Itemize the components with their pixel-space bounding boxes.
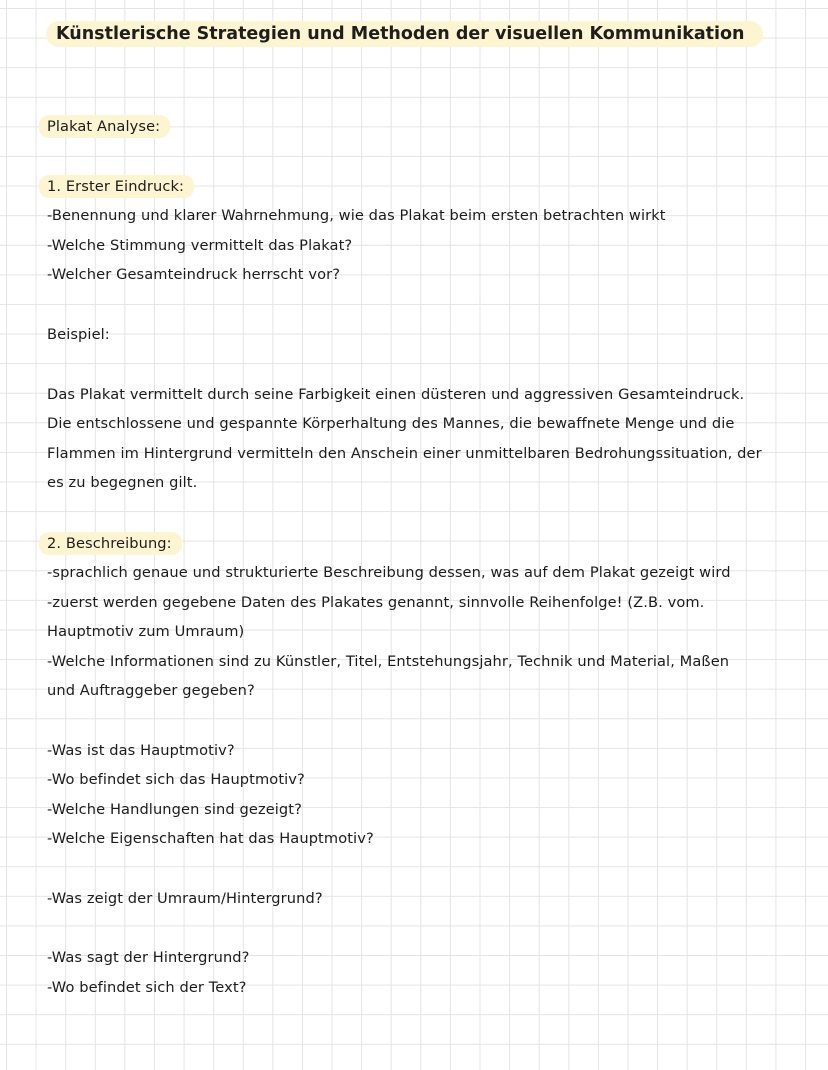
description-line: Hauptmotiv zum Umraum) bbox=[47, 623, 245, 640]
description-heading: 2. Beschreibung: bbox=[39, 532, 182, 555]
first-impression-point: -Welcher Gesamteindruck herrscht vor? bbox=[47, 266, 341, 283]
example-line: es zu begegnen gilt. bbox=[47, 474, 198, 491]
page-title: Künstlerische Strategien und Methoden der visuellen Kommunikation bbox=[46, 21, 763, 47]
description-line: -zuerst werden gegebene Daten des Plakates genannt, sinnvolle Reihenfolge! (Z.B. vom. bbox=[47, 594, 705, 611]
motif-question: -Welche Handlungen sind gezeigt? bbox=[47, 801, 302, 818]
section-heading-container bbox=[47, 118, 170, 136]
description-line: -sprachlich genaue und strukturierte Beschreibung dessen, was auf dem Plakat gezeigt wird bbox=[47, 564, 731, 581]
background-question: -Was zeigt der Umraum/Hintergrund? bbox=[47, 890, 323, 907]
example-label: Beispiel: bbox=[47, 326, 110, 343]
example-line: Die entschlossene und gespannte Körperhaltung des Mannes, die bewaffnete Menge und die bbox=[47, 415, 735, 432]
motif-question: -Welche Eigenschaften hat das Hauptmotiv? bbox=[47, 830, 374, 847]
description-line: und Auftraggeber gegeben? bbox=[47, 682, 255, 699]
text-question: -Wo befindet sich der Text? bbox=[47, 979, 247, 996]
section-heading: Plakat Analyse: bbox=[39, 115, 170, 138]
example-line: Das Plakat vermittelt durch seine Farbigkeit einen düsteren und aggressiven Gesamteindruck. bbox=[47, 386, 745, 403]
first-impression-point: -Welche Stimmung vermittelt das Plakat? bbox=[47, 237, 353, 254]
first-impression-point: -Benennung und klarer Wahrnehmung, wie das Plakat beim ersten betrachten wirkt bbox=[47, 207, 666, 224]
description-line: -Welche Informationen sind zu Künstler, Titel, Entstehungsjahr, Technik und Material, Maßen bbox=[47, 653, 730, 670]
example-line: Flammen im Hintergrund vermitteln den Anschein einer unmittelbaren Bedrohungssituation, der bbox=[47, 445, 762, 462]
description-heading-container bbox=[47, 535, 182, 553]
first-impression-heading-container bbox=[47, 178, 194, 196]
motif-question: -Wo befindet sich das Hauptmotiv? bbox=[47, 771, 305, 788]
first-impression-heading: 1. Erster Eindruck: bbox=[39, 175, 194, 198]
motif-question: -Was ist das Hauptmotiv? bbox=[47, 742, 235, 759]
text-question: -Was sagt der Hintergrund? bbox=[47, 949, 250, 966]
